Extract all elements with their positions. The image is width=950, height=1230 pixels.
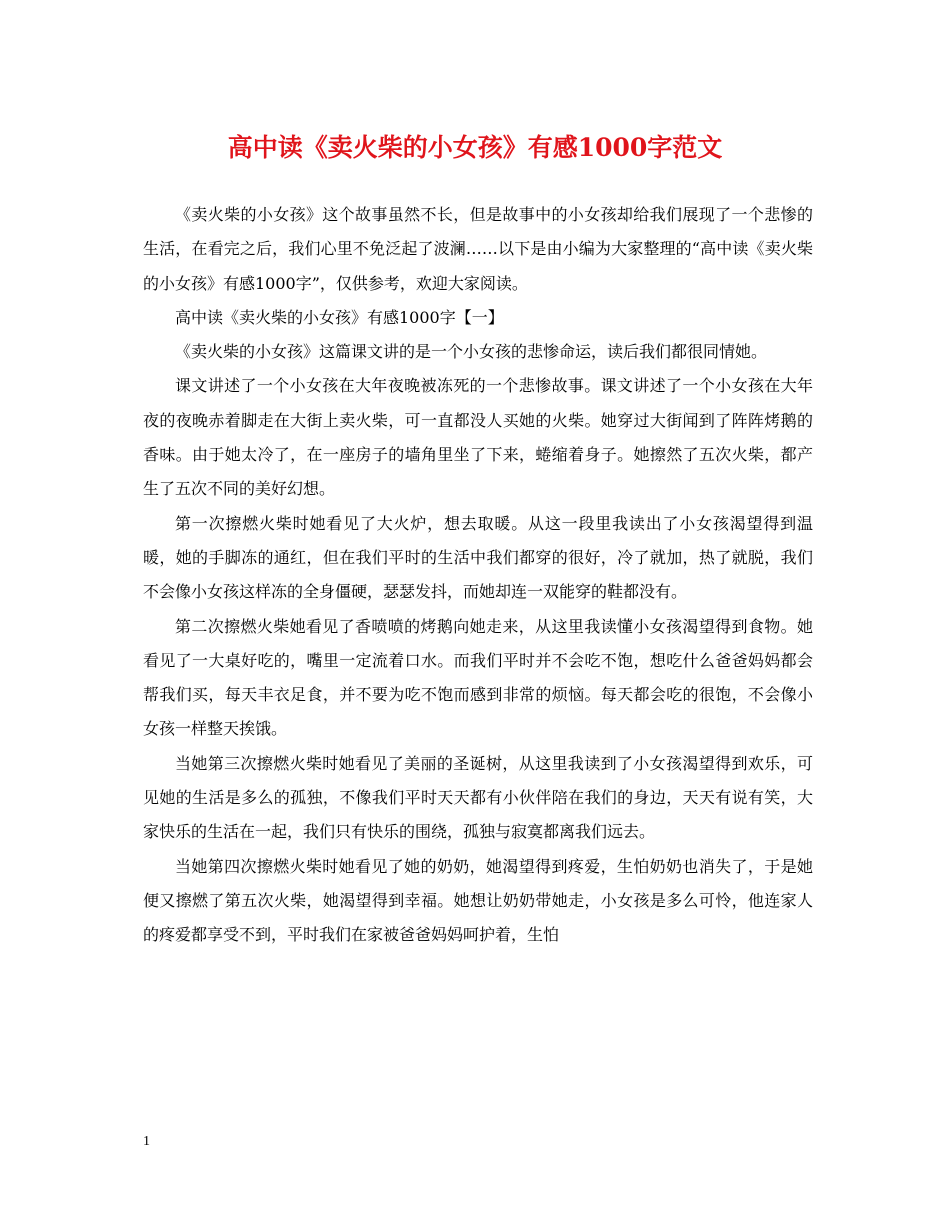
paragraph: 第二次擦燃火柴她看见了香喷喷的烤鹅向她走来，从这里我读懂小女孩渴望得到食物。她看见了一大桌好吃的，嘴里一定流着口水。而我们平时并不会吃不饱，想吃什么爸爸妈妈都会帮我们买，每天丰衣足食，并不要为吃不饱而感到非常的烦恼。每天都会吃的很饱，不会像小女孩一样整天挨饿。 [143,616,813,739]
paragraph: 课文讲述了一个小女孩在大年夜晚被冻死的一个悲惨故事。课文讲述了一个小女孩在大年夜的夜晚赤着脚走在大街上卖火柴，可一直都没人买她的火柴。她穿过大街闻到了阵阵烤鹅的香味。由于她太冷了，在一座房子的墙角里坐了下来，蜷缩着身子。她擦然了五次火柴，都产生了五次不同的美好幻想。 [143,376,813,499]
paragraph: 第一次擦燃火柴时她看见了大火炉，想去取暖。从这一段里我读出了小女孩渴望得到温暖，她的手脚冻的通红，但在我们平时的生活中我们都穿的很好，冷了就加，热了就脱，我们不会像小女孩这样冻的全身僵硬，瑟瑟发抖，而她却连一双能穿的鞋都没有。 [143,513,813,602]
section-heading: 高中读《卖火柴的小女孩》有感1000字【一】 [175,307,504,327]
page-number: 1 [143,1134,150,1149]
paragraph: 当她第四次擦燃火柴时她看见了她的奶奶，她渴望得到疼爱，生怕奶奶也消失了，于是她便又擦燃了第五次火柴，她渴望得到幸福。她想让奶奶带她走，小女孩是多么可怜，他连家人的疼爱都享受不到，平时我们在家被爸爸妈妈呵护着，生怕 [143,856,813,945]
document-body [143,198,813,953]
document-title: 高中读《卖火柴的小女孩》有感1000字范文 [227,133,723,162]
paragraph: 《卖火柴的小女孩》这篇课文讲的是一个小女孩的悲惨命运，读后我们都很同情她。 [175,342,768,362]
paragraph: 当她第三次擦燃火柴时她看见了美丽的圣诞树，从这里我读到了小女孩渴望得到欢乐，可见她的生活是多么的孤独，不像我们平时天天都有小伙伴陪在我们的身边，天天有说有笑，大家快乐的生活在一起，我们只有快乐的围绕，孤独与寂寞都离我们远去。 [143,753,813,842]
paragraph-intro: 《卖火柴的小女孩》这个故事虽然不长，但是故事中的小女孩却给我们展现了一个悲惨的生活，在看完之后，我们心里不免泛起了波澜……以下是由小编为大家整理的“高中读《卖火柴的小女孩》有感1000字”，仅供参考，欢迎大家阅读。 [143,205,813,293]
